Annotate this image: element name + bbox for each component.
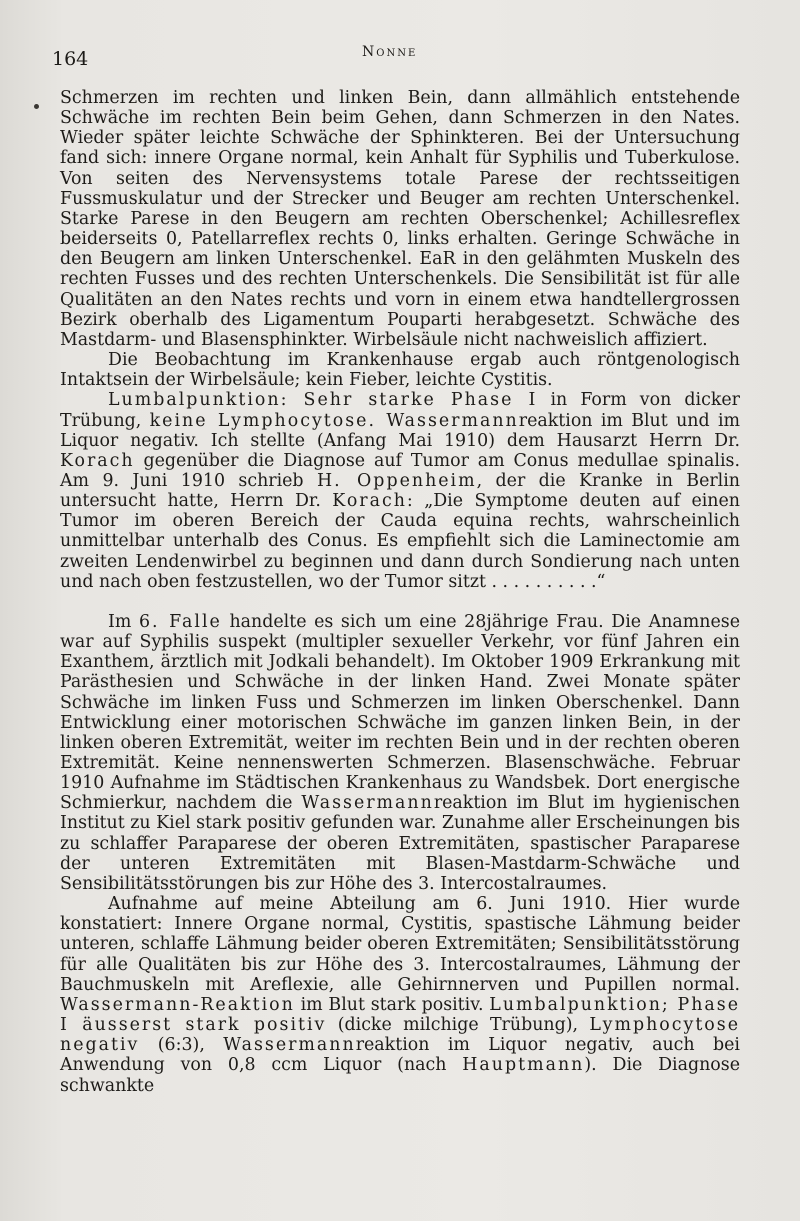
paragraph-p3 [60,390,740,592]
paragraph-p5 [60,894,740,1096]
text-run: , der die Kranke in Berlin untersucht hatte, Herrn Dr. [60,470,741,512]
spaced-text: 6. Falle [138,611,222,632]
spaced-text: H. Oppenheim [316,470,477,491]
margin-mark [34,104,39,109]
paragraph-p1 [60,88,740,350]
spaced-text: Lumbalpunktion: Sehr starke Phase I [108,390,538,411]
text-run: : „Die Symptome deuten auf einen Tumor im oberen Bereich der Cauda equina rechts, wahrscheinlich unmittelbar unterhalb des Conus. Es empfiehlt sich die Laminectomie am zweiten Lendenwirbel zu beginnen und dann durch Sondierung nach unten und nach oben festzustellen, wo der Tumor sitzt . . . . . . . . . .“ [60,491,740,592]
text-run: Aufnahme auf meine Abteilung am 6. Juni 1910. Hier wurde konstatiert: Innere Organe normal, Cystitis, spastische Lähmung beider unteren, schlaffe Lähmung beider oberen Extremitäten; Sensibilitätsstörung für alle Qualitäten bis zur Höhe des 3. Intercostalraumes, Lähmung der Bauchmuskeln mit Areflexie, alle Gehirnnerven und Pupillen normal. [60,894,740,995]
body-text [60,88,740,1096]
spaced-text: Lumbalpunktion; Phase I äusserst stark positiv [60,994,740,1036]
text-run: Schmerzen im rechten und linken Bein, dann allmählich entstehende Schwäche im rechten Bein beim Gehen, dann Schmerzen in den Nates. Wieder später leichte Schwäche der Sphinkteren. Bei der Untersuchung fand sich: innere Organe normal, kein Anhalt für Syphilis und Tuberkulose. Von seiten des Nervensystems totale Parese der rechtsseitigen Fussmuskulatur und der Strecker und Beuger am rechten Unterschenkel. Starke Parese in den Beugern am rechten Oberschenkel; Achillesreflex beiderseits 0, Patellarreflex rechts 0, links erhalten. Geringe Schwäche in den Beugern am linken Unterschenkel. EaR in den gelähmten Muskeln des rechten Fusses und des rechten Unterschenkels. Die Sensibilität ist für alle Qualitäten an den Nates rechts und vorn in einem etwa handtellergrossen Bezirk oberhalb des Ligamentum Pouparti herabgesetzt. Schwäche des Mastdarm- und Blasensphinkter. Wirbelsäule nicht nachweislich affiziert. [60,88,740,350]
spaced-text: Wassermann [223,1035,356,1056]
spaced-text: Korach [60,450,135,471]
spaced-text: Hauptmann [462,1055,585,1076]
text-run: reaktion im Blut und im Liquor negativ. Ich stellte (Anfang Mai 1910) dem Hausarzt Herrn Dr. [60,410,740,451]
running-head: Nonne [362,44,418,60]
spaced-text: Wassermann-Reaktion [60,994,295,1015]
text-run: reaktion im Liquor negativ, auch bei Anwendung von 0,8 ccm Liquor (nach [60,1035,740,1076]
spaced-text: Wassermann [301,793,434,814]
text-run: (6:3), [139,1035,224,1056]
text-run: ). Die Diagnose schwankte [60,1055,740,1096]
text-run: Die Beobachtung im Krankenhause ergab auch röntgenologisch Intaktsein der Wirbelsäule; kein Fieber, leichte Cystitis. [60,350,740,391]
text-run: Im [108,611,139,632]
page-number: 164 [52,48,89,70]
page-header [52,42,760,78]
spaced-text: keine Lymphocytose. Wassermann [149,410,519,431]
text-run: im Blut stark positiv. [294,994,490,1015]
spaced-text: Korach [332,491,407,512]
text-run: (dicke milchige Trübung), [326,1015,590,1036]
text-run: reaktion im Blut im hygienischen Institut zu Kiel stark positiv gefunden war. Zunahme aller Erscheinungen bis zu schlaffer Paraparese der oberen Extremitäten, spastischer Paraparese der unteren Extremitäten mit Blasen-Mastdarm-Schwäche und Sensibilitätsstörungen bis zur Höhe des 3. Intercostalraumes. [60,793,740,894]
text-run: gegenüber die Diagnose auf Tumor am Conus medullae spinalis. Am 9. Juni 1910 schrieb [60,450,740,491]
paragraph-p4 [60,612,740,894]
paragraph-p2 [60,350,740,390]
spaced-text: Lymphocytose negativ [60,1015,740,1056]
text-run: in Form von dicker Trübung, [60,390,740,431]
text-run: handelte es sich um eine 28jährige Frau. Die Anamnese war auf Syphilis suspekt (multipler sexueller Verkehr, vor fünf Jahren ein Exanthem, ärztlich mit Jodkali behandelt). Im Oktober 1909 Erkrankung mit Parästhesien und Schwäche in der linken Hand. Zwei Monate später Schwäche im linken Fuss und Schmerzen im linken Oberschenkel. Dann Entwicklung einer motorischen Schwäche im ganzen linken Bein, in der linken oberen Extremität, weiter im rechten Bein und in der rechten oberen Extremität. Keine nennenswerten Schmerzen. Blasenschwäche. Februar 1910 Aufnahme im Städtischen Krankenhaus zu Wandsbek. Dort energische Schmierkur, nachdem die [60,611,740,814]
